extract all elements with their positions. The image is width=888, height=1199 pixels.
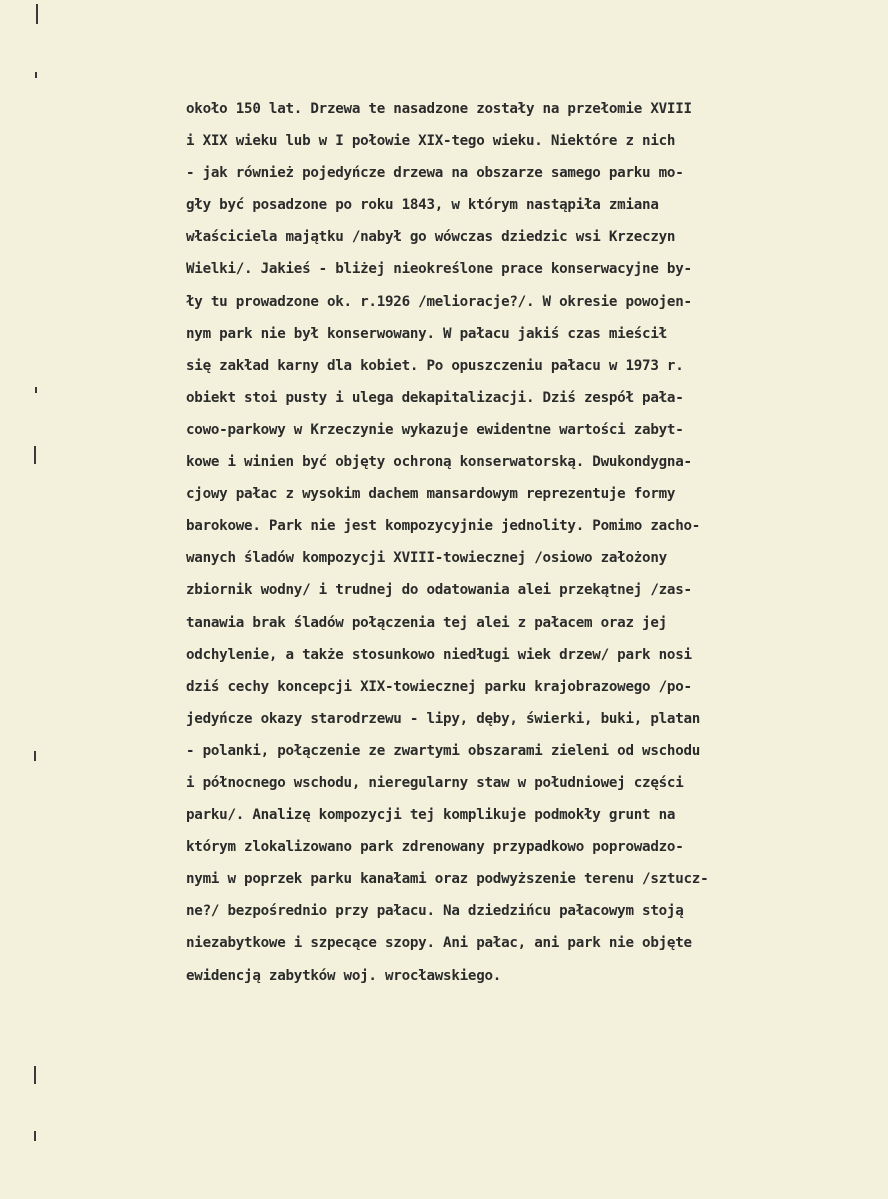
text-line: wanych śladów kompozycji XVIII-towiecznej /osiowo założony: [186, 550, 667, 567]
text-line: - jak również pojedyńcze drzewa na obszarze samego parku mo-: [186, 165, 684, 182]
margin-mark: [34, 1066, 36, 1084]
typed-text-body: [186, 93, 858, 992]
margin-mark: [35, 72, 37, 78]
text-line: parku/. Analizę kompozycji tej komplikuje podmokły grunt na: [186, 807, 676, 824]
text-line: i północnego wschodu, nieregularny staw w południowej części: [186, 774, 684, 791]
text-line: gły być posadzone po roku 1843, w którym nastąpiła zmiana: [186, 197, 659, 214]
text-line: kowe i winien być objęty ochroną konserwatorską. Dwukondygna-: [186, 454, 692, 471]
text-line: i XIX wieku lub w I połowie XIX-tego wieku. Niektóre z nich: [186, 133, 676, 150]
margin-mark: [34, 446, 36, 464]
text-line: dziś cechy koncepcji XIX-towiecznej parku krajobrazowego /po-: [186, 678, 692, 695]
text-line: barokowe. Park nie jest kompozycyjnie jednolity. Pomimo zacho-: [186, 518, 701, 535]
text-line: cjowy pałac z wysokim dachem mansardowym reprezentuje formy: [186, 486, 676, 503]
text-line: którym zlokalizowano park zdrenowany przypadkowo poprowadzo-: [186, 839, 684, 856]
text-line: jedyńcze okazy starodrzewu - lipy, dęby, świerki, buki, platan: [186, 710, 701, 727]
text-line: właściciela majątku /nabył go wówczas dziedzic wsi Krzeczyn: [186, 229, 676, 246]
text-line: niezabytkowe i szpecące szopy. Ani pałac, ani park nie objęte: [186, 935, 692, 952]
text-line: odchylenie, a także stosunkowo niedługi wiek drzew/ park nosi: [186, 646, 692, 663]
text-line: ewidencją zabytków woj. wrocławskiego.: [186, 967, 502, 984]
text-line: się zakład karny dla kobiet. Po opuszczeniu pałacu w 1973 r.: [186, 357, 684, 374]
margin-mark: [34, 751, 36, 761]
text-line: zbiornik wodny/ i trudnej do odatowania alei przekątnej /zas-: [186, 582, 692, 599]
margin-mark: [36, 4, 38, 24]
text-line: cowo-parkowy w Krzeczynie wykazuje ewidentne wartości zabyt-: [186, 421, 684, 438]
text-line: ły tu prowadzone ok. r.1926 /melioracje?/. W okresie powojen-: [186, 293, 692, 310]
text-line: tanawia brak śladów połączenia tej alei z pałacem oraz jej: [186, 614, 667, 631]
text-line: nym park nie był konserwowany. W pałacu jakiś czas mieścił: [186, 325, 667, 342]
text-line: około 150 lat. Drzewa te nasadzone zostały na przełomie XVIII: [186, 101, 692, 117]
text-line: Wielki/. Jakieś - bliżej nieokreślone prace konserwacyjne by-: [186, 261, 692, 278]
margin-mark: [35, 387, 37, 393]
text-line: ne?/ bezpośrednio przy pałacu. Na dziedzińcu pałacowym stoją: [186, 903, 684, 920]
margin-mark: [34, 1131, 36, 1141]
text-line: obiekt stoi pusty i ulega dekapitalizacji. Dziś zespół pała-: [186, 389, 684, 406]
text-line: nymi w poprzek parku kanałami oraz podwyższenie terenu /sztucz-: [186, 871, 709, 888]
text-line: - polanki, połączenie ze zwartymi obszarami zieleni od wschodu: [186, 742, 701, 759]
